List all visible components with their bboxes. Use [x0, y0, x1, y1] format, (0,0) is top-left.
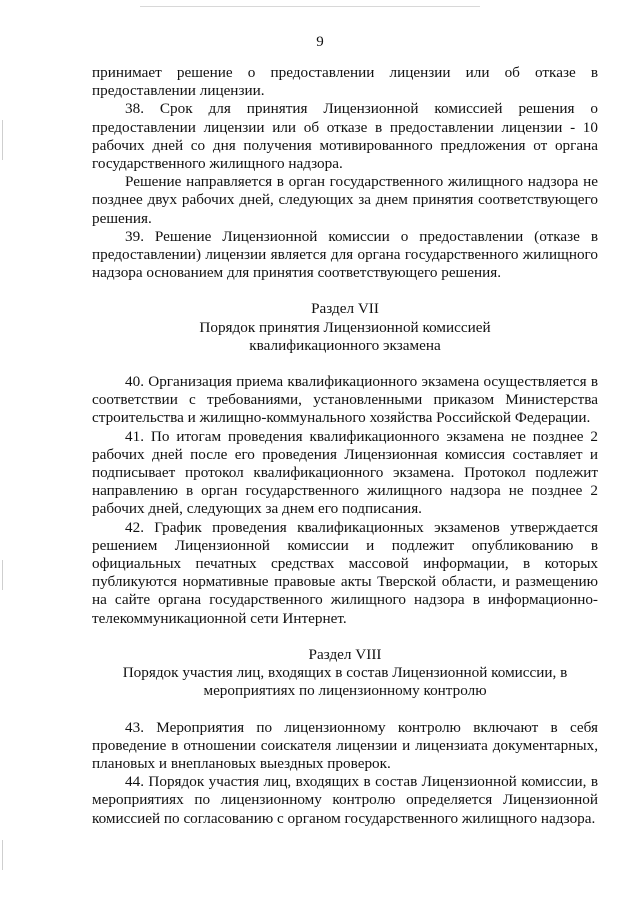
- paragraph-39: 39. Решение Лицензионной комиссии о предоставлении (отказе в предоставлении) лицензии является для органа государственного жилищного надзора основанием для принятия соответствующего решения.: [92, 227, 598, 282]
- scan-artifact-mark: [2, 560, 3, 590]
- scan-artifact-mark: [2, 840, 3, 870]
- section-8-label: Раздел VIII: [308, 645, 382, 663]
- paragraph-41: 41. По итогам проведения квалификационного экзамена не позднее 2 рабочих дней после его проведения Лицензионная комиссия составляет и подписывает протокол квалификационного экзамена. Протокол подлежит направлению в орган государственного жилищного надзора не позднее 2 рабочих дней, следующих за днем его подписания.: [92, 427, 598, 518]
- scan-artifact-line: [140, 6, 480, 7]
- section-7-title-line2: квалификационного экзамена: [249, 336, 441, 354]
- section-7-label: Раздел VII: [311, 300, 379, 318]
- scan-artifact-mark: [2, 120, 3, 160]
- section-7-title-line1: Порядок принятия Лицензионной комиссией: [199, 318, 491, 336]
- paragraph-40: 40. Организация приема квалификационного экзамена осуществляется в соответствии с требованиями, установленными приказом Министерства строительства и жилищно-коммунального хозяйства Российской Федерации.: [92, 373, 598, 427]
- paragraph-42: 42. График проведения квалификационных экзаменов утверждается решением Лицензионной комиссии и подлежит опубликованию в официальных печатных средствах массовой информации, в которых публикуются нормативные правовые акты Тверской области, и размещению на сайте органа государственного жилищного надзора в информационно-телекоммуникационной сети Интернет.: [92, 518, 598, 627]
- section-8-title-line1: Порядок участия лиц, входящих в состав Лицензионной комиссии, в: [122, 664, 568, 682]
- paragraph-38: 38. Срок для принятия Лицензионной комиссией решения о предоставлении лицензии или об отказе в предоставлении лицензии - 10 рабочих дней со дня получения мотивированного предложения от органа государственного жилищного надзора.: [92, 100, 598, 173]
- document-body: [92, 64, 598, 828]
- section-8-title-line2: мероприятиях по лицензионному контролю: [203, 682, 487, 700]
- paragraph-38-decision: Решение направляется в орган государственного жилищного надзора не позднее двух рабочих дней, следующих за днем принятия соответствующего решения.: [92, 173, 598, 227]
- paragraph-44: 44. Порядок участия лиц, входящих в состав Лицензионной комиссии, в мероприятиях по лицензионному контролю определяется Лицензионной комиссией по согласованию с органом государственного жилищного надзора.: [92, 773, 598, 827]
- paragraph-continuation: принимает решение о предоставлении лицензии или об отказе в предоставлении лицензии.: [92, 64, 598, 100]
- paragraph-43: 43. Мероприятия по лицензионному контролю включают в себя проведение в отношении соискателя лицензии и лицензиата документарных, плановых и внеплановых выездных проверок.: [92, 718, 598, 772]
- page-number: 9: [316, 34, 324, 50]
